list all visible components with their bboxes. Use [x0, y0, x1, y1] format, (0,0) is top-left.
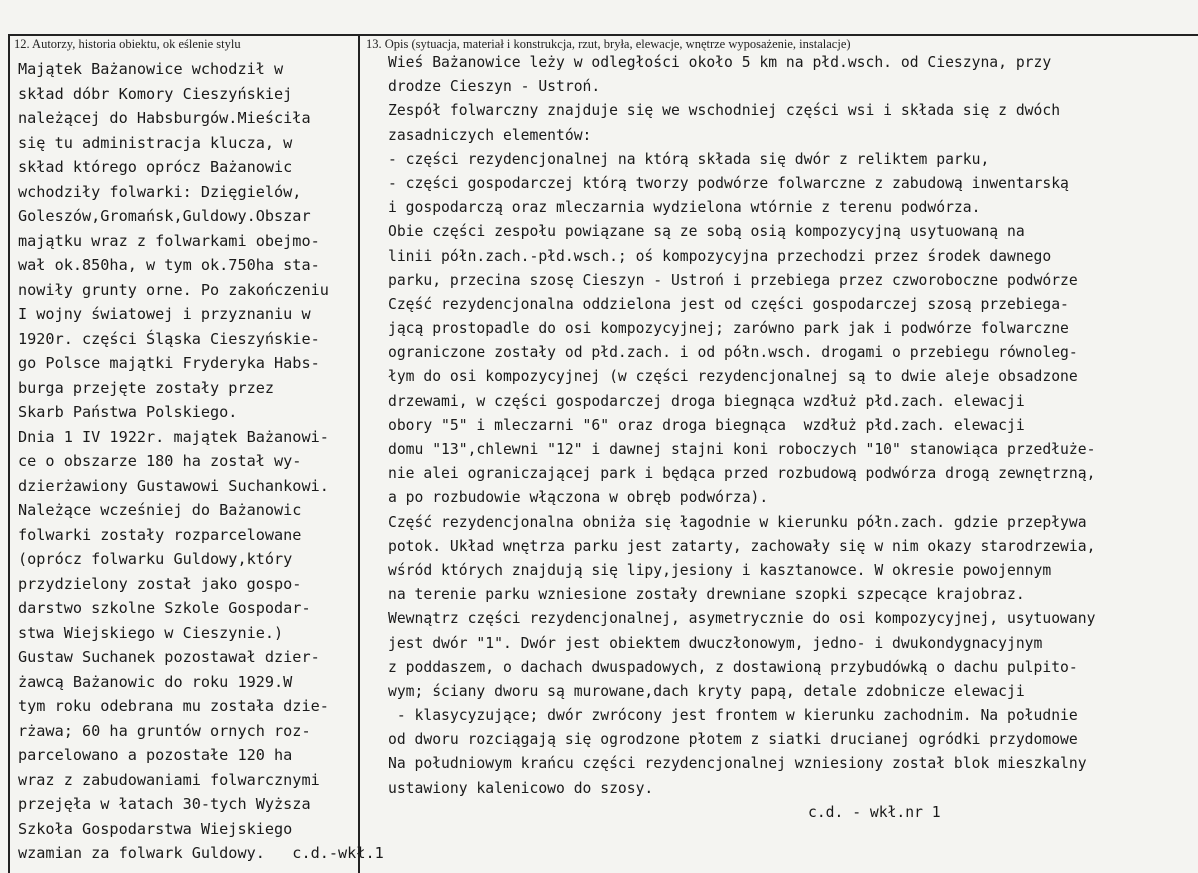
text-line: obory "5" i mleczarni "6" oraz droga biegnąca wzdłuż płd.zach. elewacji: [388, 416, 1025, 434]
text-line: Wieś Bażanowice leży w odległości około 5 km na płd.wsch. od Cieszyna, przy: [388, 54, 1052, 71]
right-column-text: [388, 51, 1095, 801]
continuation-note: c.d. - wkł.nr 1: [808, 804, 941, 821]
text-line: parku, przecina szosę Cieszyn - Ustroń i przebiega przez czworoboczne podwórze: [388, 271, 1078, 289]
text-line: wym; ściany dworu są murowane,dach kryty papą, detale zdobnicze elewacji: [388, 682, 1025, 700]
text-line: burga przejęte zostały przez: [18, 378, 275, 397]
text-line: Dnia 1 IV 1922r. majątek Bażanowi-: [18, 427, 329, 446]
text-line: ce o obszarze 180 ha został wy-: [18, 452, 302, 470]
left-border: [8, 34, 10, 873]
text-line: Majątek Bażanowice wchodził w: [18, 60, 284, 78]
right-section-header: 13. Opis (sytuacja, materiał i konstrukcja, rzut, bryła, elewacje, wnętrze wyposażenie, instalacje): [366, 37, 851, 51]
top-rule: [8, 34, 1198, 36]
text-line: - części rezydencjonalnej na którą składa się dwór z reliktem parku,: [388, 150, 990, 168]
text-line: Skarb Państwa Polskiego.: [18, 403, 238, 421]
text-line: wchodziły folwarki: Dzięgielów,: [18, 182, 302, 201]
text-line: wał ok.850ha, w tym ok.750ha sta-: [18, 256, 320, 274]
text-line: potok. Układ wnętrza parku jest zatarty, zachowały się w nim okazy starodrzewia,: [388, 537, 1096, 555]
text-line: jącą prostopadle do osi kompozycyjnej; zarówno park jak i podwórze folwarczne: [388, 320, 1069, 338]
text-line: jest dwór "1". Dwór jest obiektem dwuczłonowym, jedno- i dwukondygnacyjnym: [388, 634, 1043, 652]
text-line: domu "13",chlewni "12" i dawnej stajni koni roboczych "10" stanowiąca przedłuże-: [388, 441, 1096, 458]
text-line: majątku wraz z folwarkami obejmo-: [18, 231, 320, 250]
text-line: się tu administracja klucza, w: [18, 133, 293, 152]
text-line: skład dóbr Komory Cieszyńskiej: [18, 84, 293, 103]
text-line: drzewami, w części gospodarczej droga biegnąca wzdłuż płd.zach. elewacji: [388, 392, 1025, 410]
left-column-text: [18, 57, 384, 866]
text-line: wśród których znajdują się lipy,jesiony i kasztanowce. W okresie powojennym: [388, 561, 1052, 579]
text-line: przejęła w łatach 30-tych Wyższa: [18, 795, 311, 813]
text-line: nowiły grunty orne. Po zakończeniu: [18, 280, 329, 299]
text-line: tym roku odebrana mu została dzie-: [18, 697, 329, 715]
text-line: Część rezydencjonalna oddzielona jest od części gospodarczej szosą przebiega-: [388, 295, 1069, 313]
text-line: linii półn.zach.-płd.wsch.; oś kompozycyjna przechodzi przez środek dawnego: [388, 247, 1052, 265]
text-line: Obie części zespołu powiązane są ze sobą osią kompozycyjną usytuowaną na: [388, 223, 1025, 241]
text-line: - klasycyzujące; dwór zwrócony jest frontem w kierunku zachodnim. Na południe: [388, 707, 1078, 725]
text-line: go Polsce majątki Fryderyka Habs-: [18, 354, 320, 372]
text-line: łym do osi kompozycyjnej (w części rezydencjonalnej są to dwie aleje obsadzone: [388, 368, 1078, 386]
text-line: ograniczone zostały od płd.zach. i od półn.wsch. drogami o przebiegu równoleg-: [388, 344, 1078, 362]
text-line: (oprócz folwarku Guldowy,który: [18, 550, 293, 568]
text-line: stwa Wiejskiego w Cieszynie.): [18, 623, 284, 642]
text-line: Część rezydencjonalna obniża się łagodnie w kierunku półn.zach. gdzie przepływa: [388, 513, 1087, 531]
text-line: i gospodarczą oraz mleczarnia wydzielona wtórnie z terenu podwórza.: [388, 199, 981, 217]
text-line: przydzielony został jako gospo-: [18, 574, 302, 593]
text-line: skład którego oprócz Bażanowic: [18, 158, 293, 176]
text-line: I wojny światowej i przyznaniu w: [18, 305, 311, 323]
text-line: 1920r. części Śląska Cieszyńskie-: [18, 329, 320, 348]
text-line: z poddaszem, o dachach dwuspadowych, z dostawioną przybudówką o dachu pulpito-: [388, 658, 1078, 676]
text-line: Szkoła Gospodarstwa Wiejskiego: [18, 819, 293, 838]
text-line: Zespół folwarczny znajduje się we wschodniej części wsi i składa się z dwóch: [388, 102, 1061, 120]
text-line: zasadniczych elementów:: [388, 126, 592, 144]
text-line: folwarki zostały rozparcelowane: [18, 525, 302, 544]
text-line: Wewnątrz części rezydencjonalnej, asymetrycznie do osi kompozycyjnej, usytuowany: [388, 610, 1096, 628]
text-line: Goleszów,Gromańsk,Guldowy.Obszar: [18, 207, 311, 225]
text-line: żawcą Bażanowic do roku 1929.W: [18, 672, 293, 691]
text-line: dzierżawiony Gustawowi Suchankowi.: [18, 476, 329, 495]
text-line: należącej do Habsburgów.Mieściła: [18, 109, 311, 127]
text-line: wraz z zabudowaniami folwarcznymi: [18, 770, 320, 789]
left-section-header: 12. Autorzy, historia obiektu, ok eślenie stylu: [14, 37, 241, 51]
text-line: od dworu rozciągają się ogrodzone płotem z siatki drucianej ogródki przydomowe: [388, 731, 1078, 749]
text-line: Należące wcześniej do Bażanowic: [18, 501, 302, 519]
text-line: nie alei ograniczającej park i będąca przed rozbudową podwórza drogą zewnętrzną,: [388, 465, 1096, 483]
text-line: drodze Cieszyn - Ustroń.: [388, 78, 601, 96]
text-line: parcelowano a pozostałe 120 ha: [18, 746, 293, 764]
text-line: a po rozbudowie włączona w obręb podwórza).: [388, 489, 769, 507]
text-line: darstwo szkolne Szkole Gospodar-: [18, 599, 311, 617]
text-line: ustawiony kalenicowo do szosy.: [388, 779, 654, 797]
text-line: Na południowym krańcu części rezydencjonalnej wzniesiony został blok mieszkalny: [388, 755, 1087, 773]
text-line: - części gospodarczej którą tworzy podwórze folwarczne z zabudową inwentarską: [388, 174, 1069, 192]
text-line: na terenie parku wzniesione zostały drewniane szopki szpecące krajobraz.: [388, 586, 1025, 604]
text-line: wzamian za folwark Guldowy. c.d.-wkł.1: [18, 844, 384, 862]
text-line: rżawa; 60 ha gruntów ornych roz-: [18, 721, 311, 740]
text-line: Gustaw Suchanek pozostawał dzier-: [18, 648, 320, 666]
